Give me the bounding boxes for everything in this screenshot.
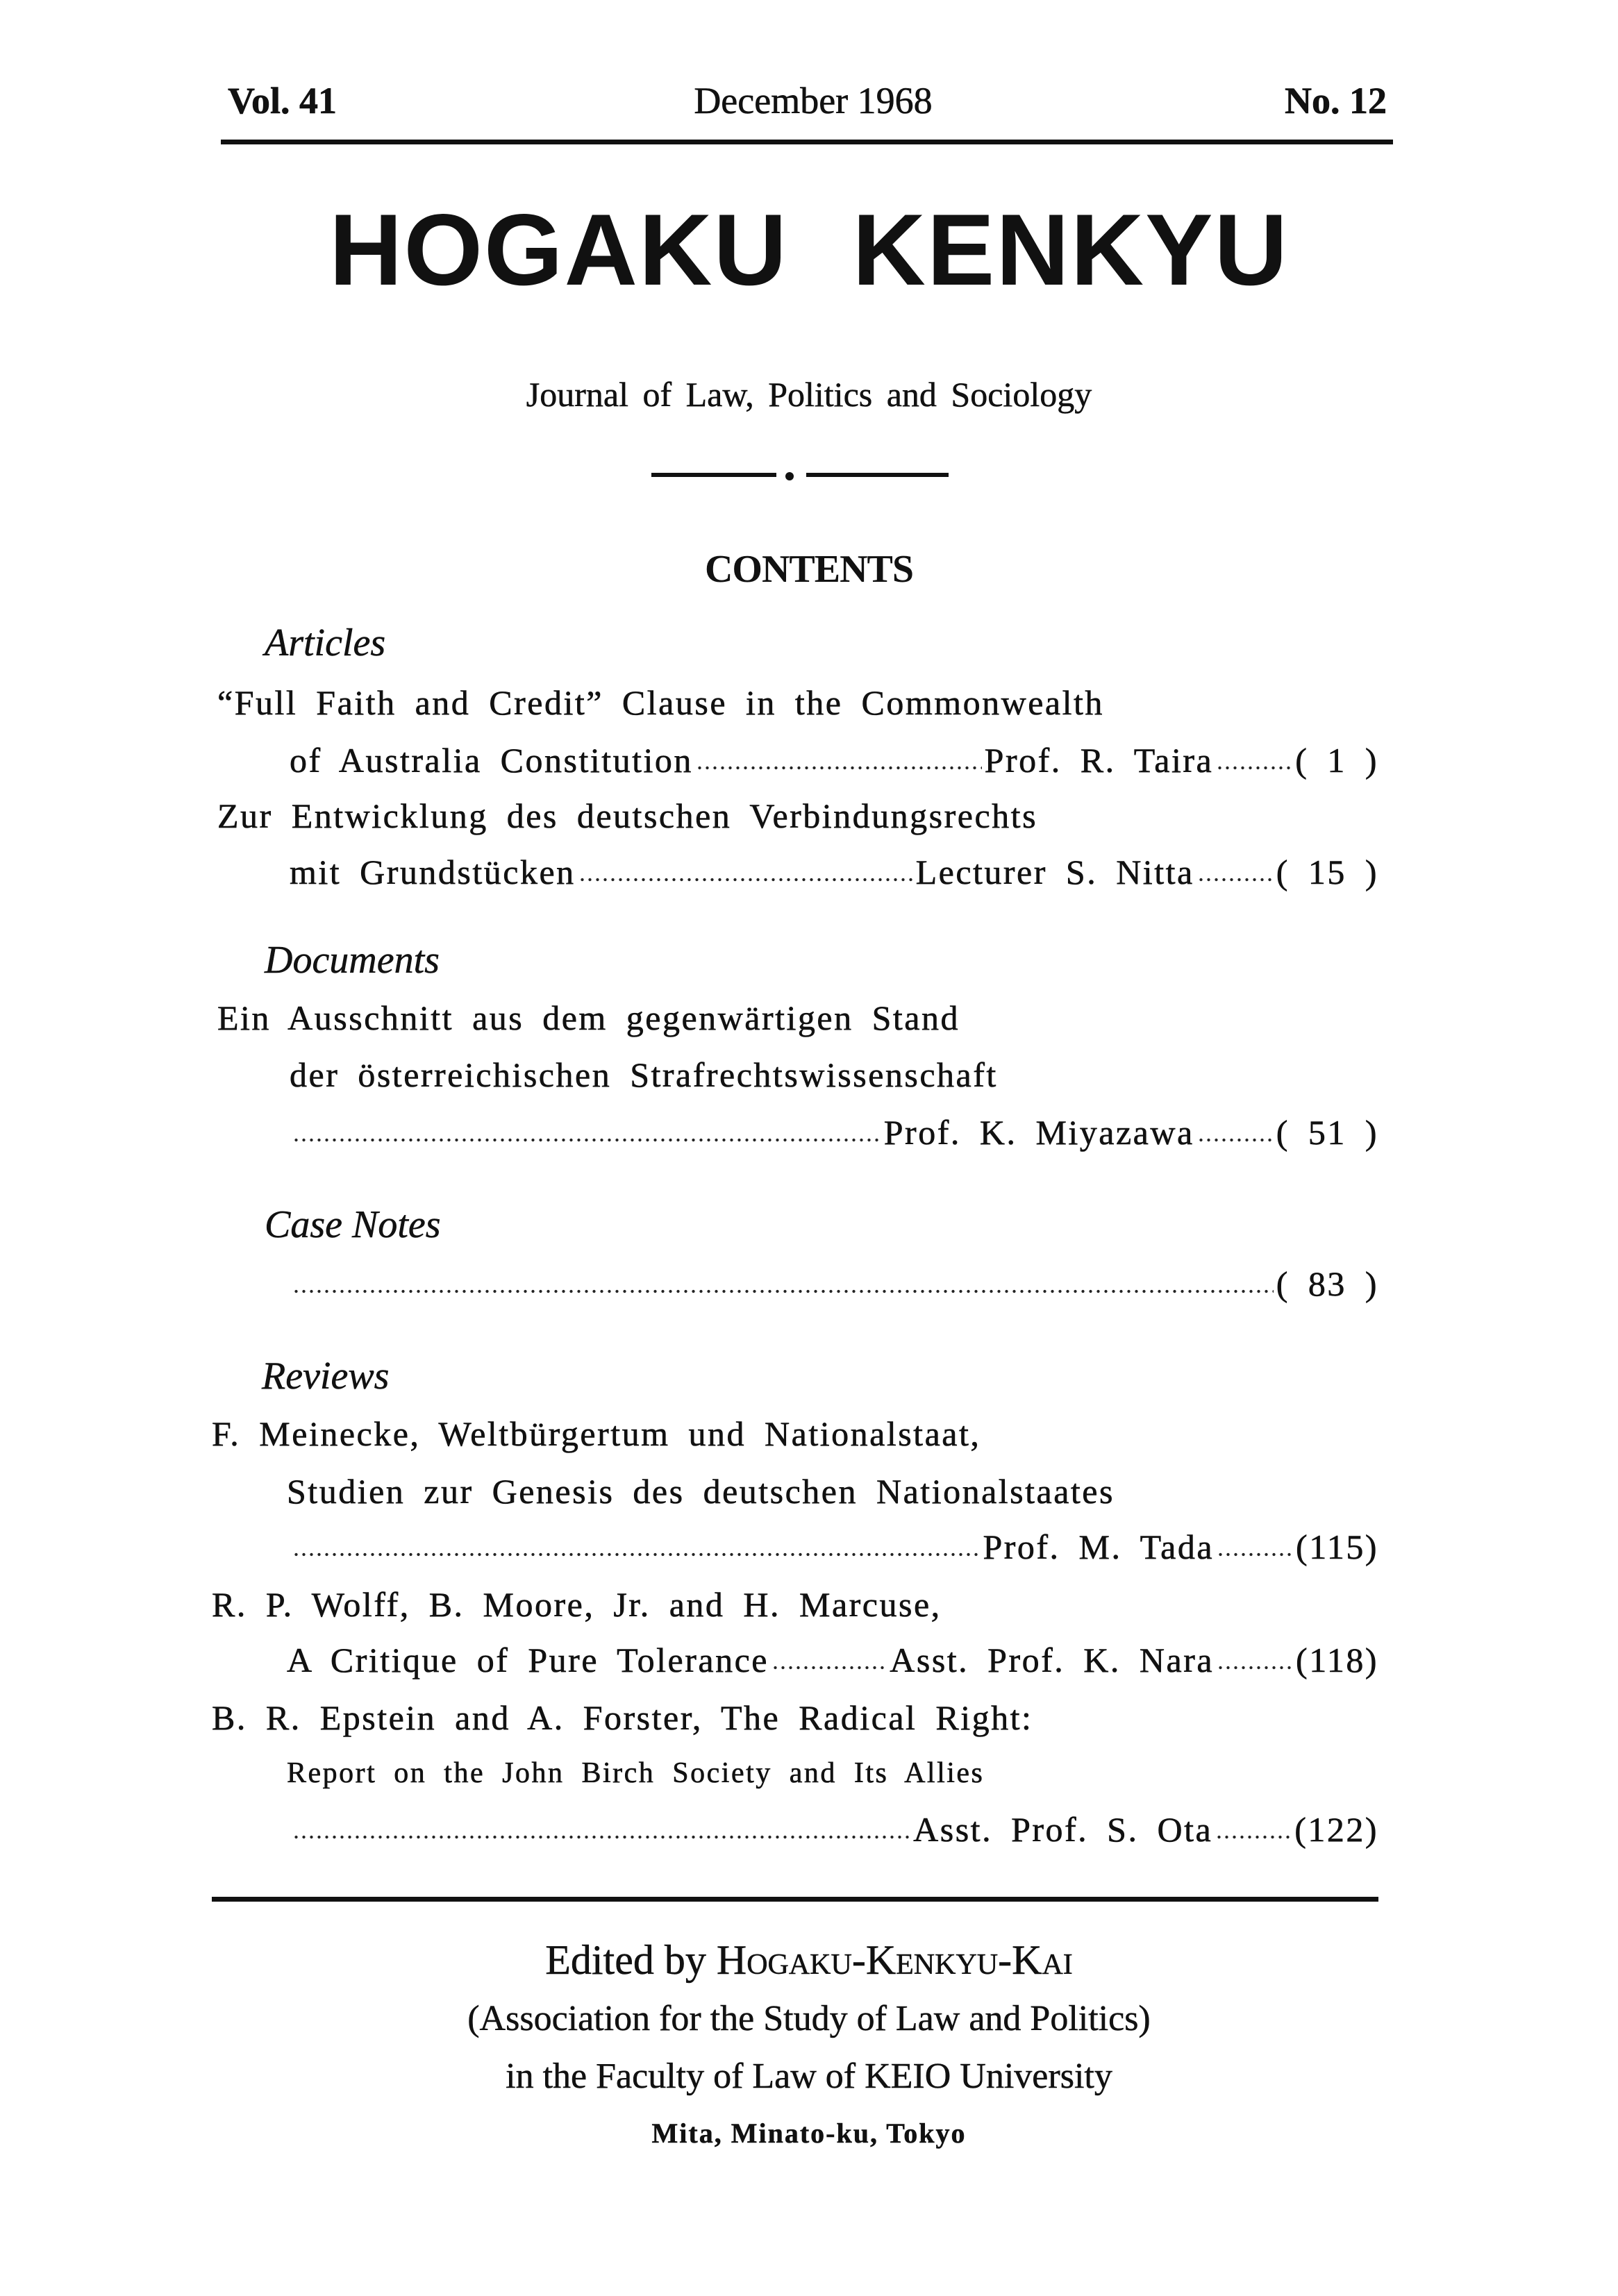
toc-entry[interactable] bbox=[290, 1261, 1378, 1307]
section-heading-case-notes: Case Notes bbox=[265, 1203, 441, 1246]
entry-author: Asst. Prof. K. Nara bbox=[890, 1641, 1215, 1679]
contents-heading: CONTENTS bbox=[704, 548, 914, 591]
entry-page: (118) bbox=[1296, 1641, 1378, 1679]
publisher-name: Hogaku-Kenkyu-Kai bbox=[716, 1937, 1073, 1983]
entry-page: ( 1 ) bbox=[1295, 741, 1378, 780]
dot-leader bbox=[292, 1550, 980, 1559]
entry-title-line: Ein Ausschnitt aus dem gegenwärtigen Stand bbox=[217, 998, 960, 1037]
dot-leader bbox=[578, 875, 913, 884]
toc-entry[interactable] bbox=[290, 737, 1378, 783]
entry-title-line: R. P. Wolff, B. Moore, Jr. and H. Marcuse, bbox=[212, 1585, 942, 1624]
toc-entry-subtitle bbox=[287, 1750, 984, 1796]
section-heading-documents: Documents bbox=[265, 939, 440, 982]
ornament-dot bbox=[785, 472, 794, 480]
entry-title-line: of Australia Constitution bbox=[290, 741, 693, 780]
toc-entry-title bbox=[217, 680, 1104, 726]
dot-leader bbox=[1217, 1664, 1293, 1672]
entry-title-line: A Critique of Pure Tolerance bbox=[287, 1641, 769, 1679]
issue-number: No. 12 bbox=[1285, 80, 1387, 121]
section-heading-reviews: Reviews bbox=[262, 1355, 390, 1398]
entry-author: Lecturer S. Nitta bbox=[915, 853, 1194, 891]
dot-leader bbox=[1197, 1136, 1274, 1144]
entry-author: Asst. Prof. S. Ota bbox=[913, 1810, 1213, 1849]
entry-title-line: der österreichischen Strafrechtswissenschaft bbox=[290, 1055, 998, 1094]
dot-leader bbox=[1197, 875, 1274, 884]
section-heading-articles: Articles bbox=[265, 621, 386, 664]
toc-entry-title bbox=[217, 793, 1037, 839]
toc-entry-title bbox=[212, 1695, 1033, 1741]
entry-title-line: Zur Entwicklung des deutschen Verbindungsrechts bbox=[217, 796, 1038, 835]
toc-entry-title bbox=[290, 1052, 998, 1098]
association-line: (Association for the Study of Law and Politics) bbox=[467, 1999, 1151, 2038]
toc-entry-title bbox=[287, 1468, 1115, 1514]
entry-author: Prof. R. Taira bbox=[984, 741, 1214, 780]
toc-entry[interactable] bbox=[290, 1524, 1378, 1570]
dot-leader bbox=[772, 1664, 887, 1672]
volume-label: Vol. 41 bbox=[228, 80, 337, 121]
address-line: Mita, Minato-ku, Tokyo bbox=[651, 2118, 967, 2149]
toc-entry[interactable] bbox=[290, 849, 1378, 895]
entry-page: ( 51 ) bbox=[1276, 1113, 1378, 1152]
edited-by-label: Edited by bbox=[545, 1937, 706, 1983]
journal-title: HOGAKU KENKYU bbox=[329, 193, 1289, 306]
editor-line bbox=[0, 1936, 1618, 1984]
dot-leader bbox=[696, 764, 982, 772]
toc-entry[interactable] bbox=[290, 1109, 1378, 1155]
entry-title-line: Report on the John Birch Society and Its Allies bbox=[287, 1757, 985, 1789]
faculty-line: in the Faculty of Law of KEIO University bbox=[506, 2056, 1112, 2096]
entry-page: ( 15 ) bbox=[1276, 853, 1378, 891]
entry-title-line: B. R. Epstein and A. Forster, The Radical Right: bbox=[212, 1698, 1033, 1737]
entry-title-line: F. Meinecke, Weltbürgertum und Nationalstaat, bbox=[212, 1414, 981, 1453]
entry-title-line: “Full Faith and Credit” Clause in the Commonwealth bbox=[217, 683, 1104, 722]
entry-author: Prof. K. Miyazawa bbox=[883, 1113, 1194, 1152]
dot-leader bbox=[1216, 764, 1292, 772]
entry-page: (122) bbox=[1294, 1810, 1378, 1849]
toc-entry-title bbox=[217, 995, 960, 1041]
toc-entry[interactable] bbox=[287, 1637, 1378, 1683]
dot-leader bbox=[292, 1833, 910, 1841]
entry-title-line: Studien zur Genesis des deutschen Nationalstaates bbox=[287, 1472, 1115, 1511]
entry-author: Prof. M. Tada bbox=[983, 1527, 1215, 1566]
dot-leader bbox=[292, 1287, 1274, 1296]
ornament-line-right bbox=[806, 473, 949, 477]
entry-page: ( 83 ) bbox=[1276, 1264, 1378, 1303]
header-rule bbox=[221, 140, 1393, 144]
dot-leader bbox=[1217, 1550, 1293, 1559]
footer-rule bbox=[212, 1897, 1378, 1902]
journal-subtitle: Journal of Law, Politics and Sociology bbox=[526, 375, 1092, 414]
ornament-line-left bbox=[651, 473, 776, 477]
entry-page: (115) bbox=[1296, 1527, 1378, 1566]
entry-title-line: mit Grundstücken bbox=[290, 853, 576, 891]
toc-entry[interactable] bbox=[290, 1807, 1378, 1852]
toc-entry-title bbox=[212, 1582, 942, 1627]
toc-entry-title bbox=[212, 1411, 981, 1457]
dot-leader bbox=[1215, 1833, 1292, 1841]
issue-date: December 1968 bbox=[694, 80, 933, 121]
dot-leader bbox=[292, 1136, 881, 1144]
